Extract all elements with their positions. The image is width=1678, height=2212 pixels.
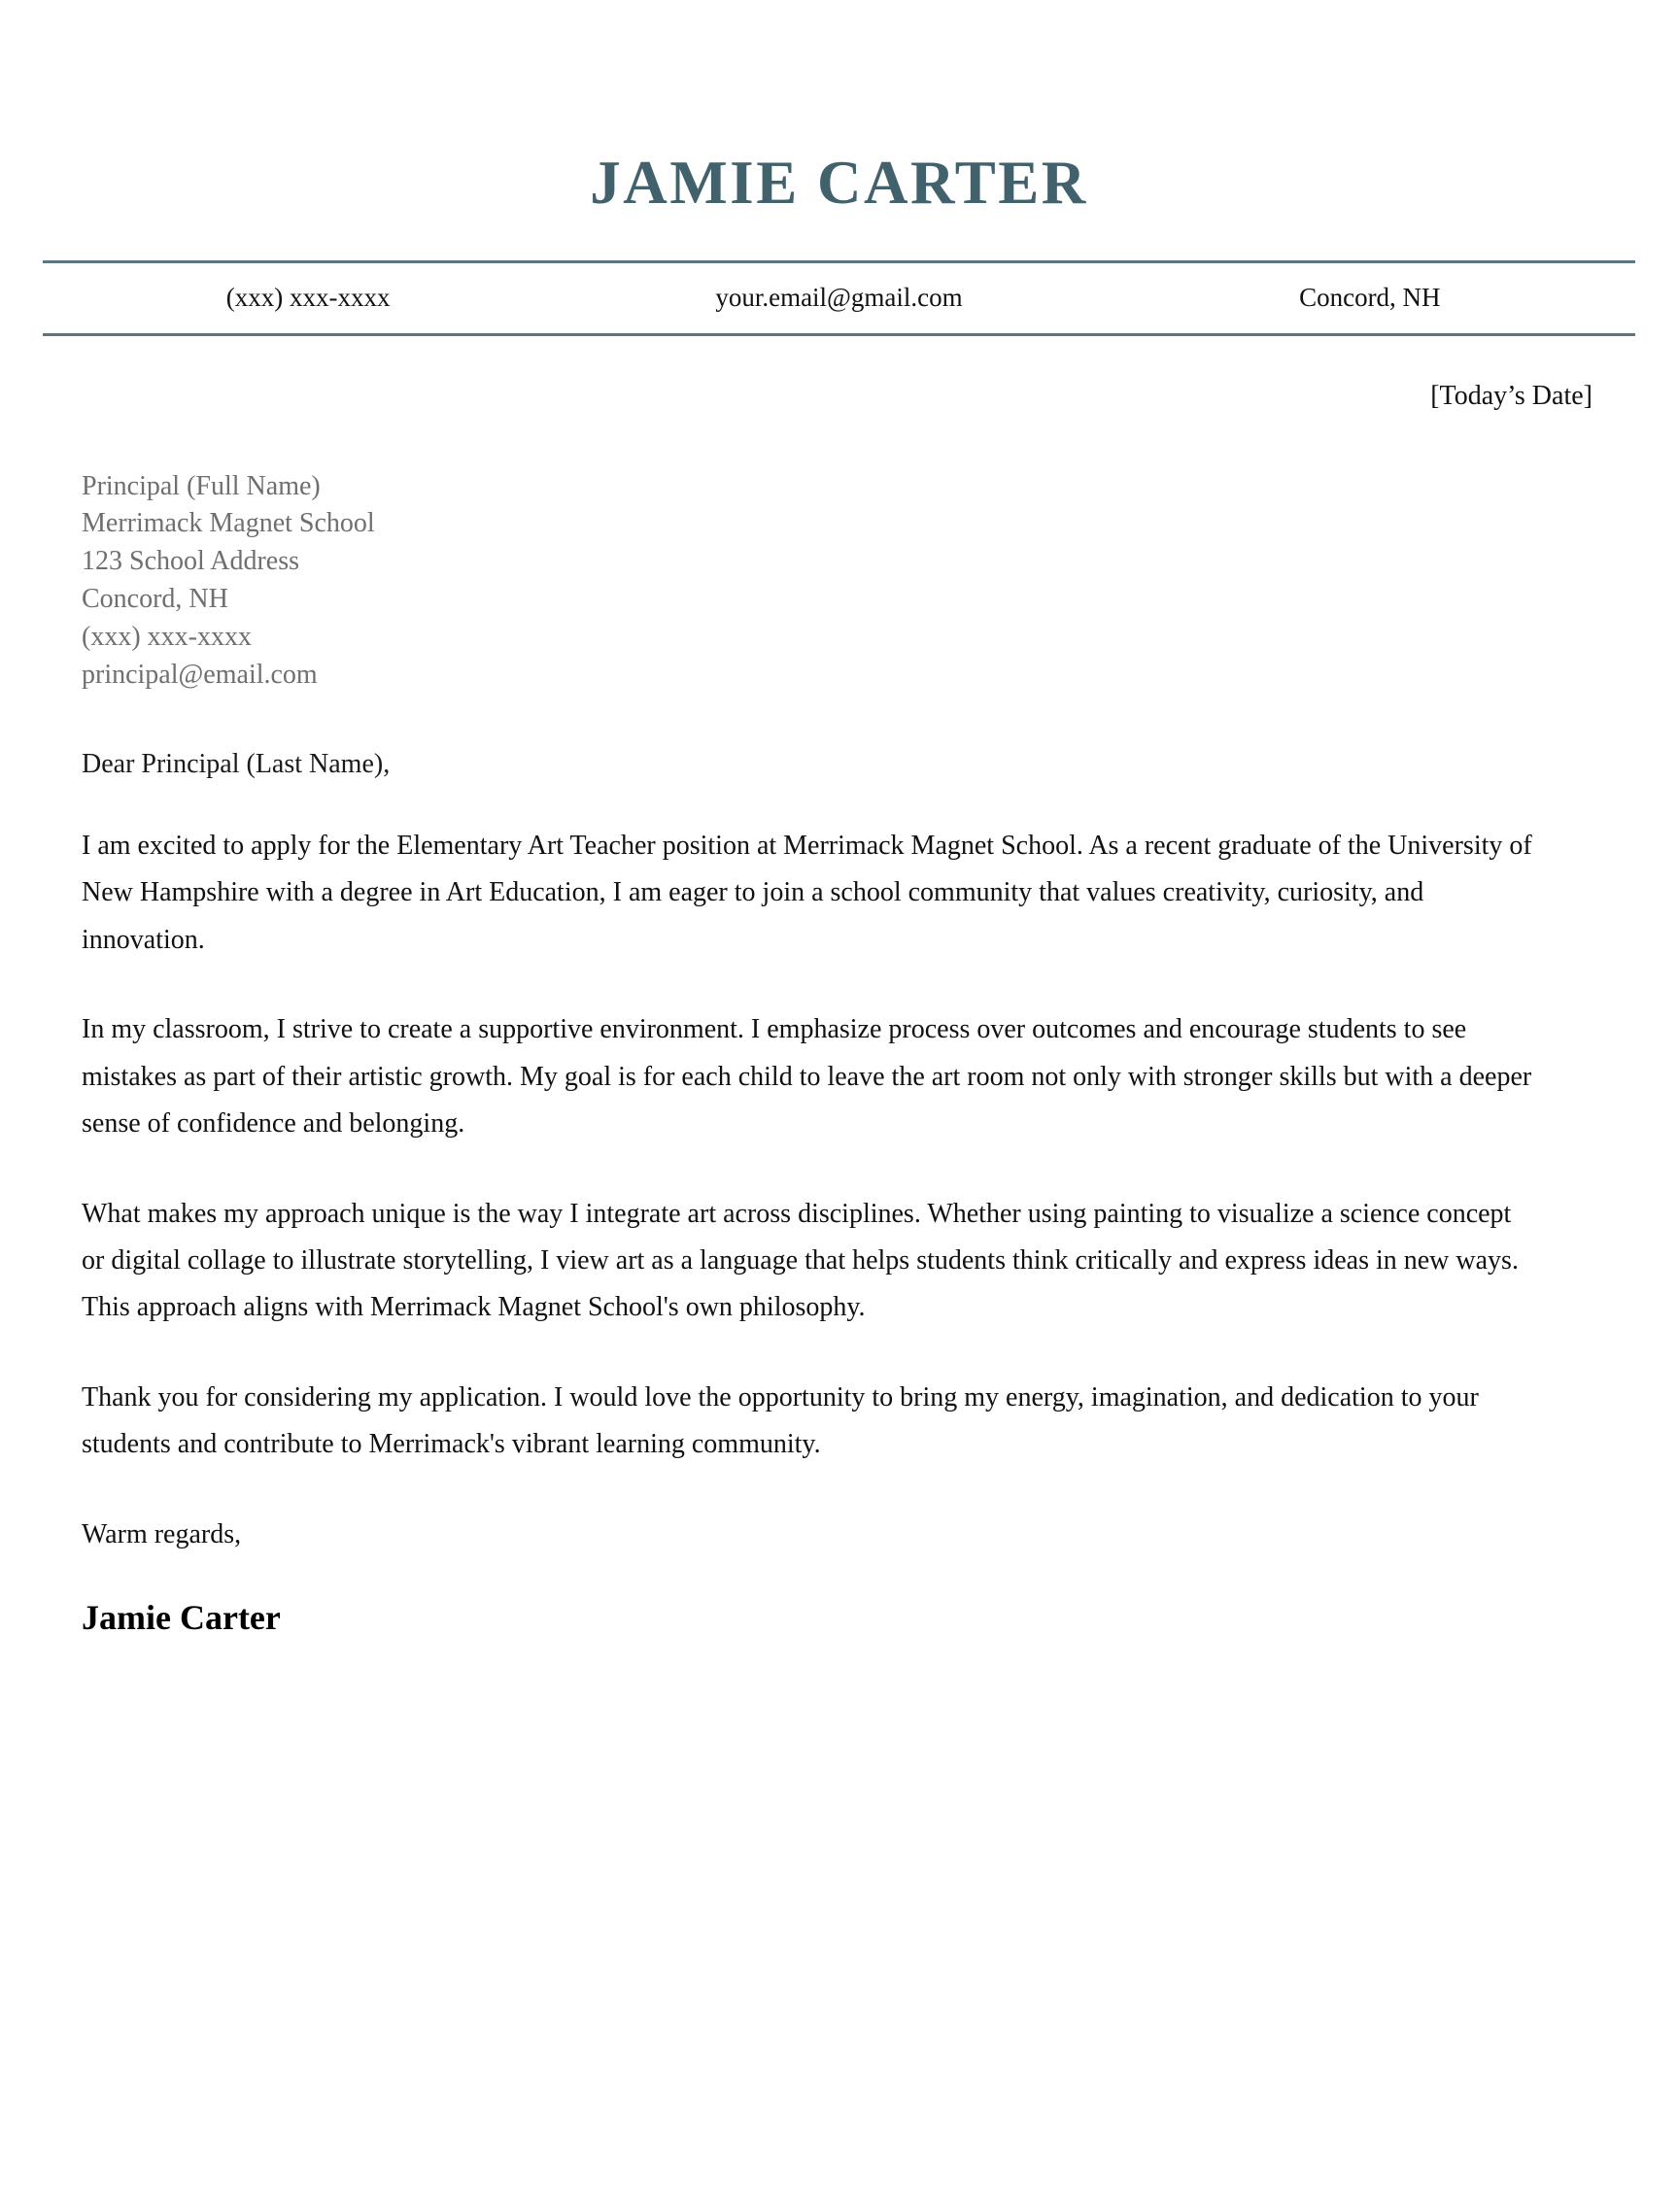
- recipient-line-city: Concord, NH: [82, 584, 228, 615]
- body-paragraph-4: Thank you for considering my application. I would love the opportunity to bring my energy, imagination, and dedication to your students and contribute to Merrimack's vibrant learning community.: [82, 1381, 1479, 1460]
- recipient-line-phone: (xxx) xxx-xxxx: [82, 622, 252, 653]
- header-divider-bottom: [43, 333, 1635, 336]
- contact-phone: (xxx) xxx-xxxx: [225, 283, 391, 312]
- body-paragraph-2: In my classroom, I strive to create a supportive environment. I emphasize process over outcomes and encourage students to see mistakes as part of their artistic growth. My goal is for each child to leave the art room not only with stronger skills but with a deeper sense of confidence and belonging.: [82, 1014, 1532, 1140]
- cover-letter-page: [0, 41, 1678, 2212]
- body-paragraph-3: What makes my approach unique is the way I integrate art across disciplines. Whether using painting to visualize a science concept or digital collage to illustrate storytelling, I view art as a language that helps students think critically and express ideas in new ways. This approach aligns with Merrimack Magnet School's own philosophy.: [82, 1198, 1519, 1323]
- letter-body: [43, 381, 1635, 1638]
- letter-date: [Today’s Date]: [1430, 380, 1592, 411]
- signature-name: Jamie Carter: [82, 1597, 281, 1637]
- body-paragraph-1: I am excited to apply for the Elementary Art Teacher position at Merrimack Magnet School. As a recent graduate of the University of New Hampshire with a degree in Art Education, I am eager to join a school community that values creativity, curiosity, and innovation.: [82, 830, 1532, 955]
- salutation: Dear Principal (Last Name),: [82, 748, 391, 779]
- recipient-line-name: Principal (Full Name): [82, 470, 321, 501]
- recipient-line-email: principal@email.com: [82, 660, 318, 691]
- contact-location: Concord, NH: [1299, 283, 1441, 312]
- recipient-line-school: Merrimack Magnet School: [82, 508, 375, 539]
- contact-row: [43, 263, 1635, 333]
- page-title: JAMIE CARTER: [590, 149, 1088, 218]
- closing-line: Warm regards,: [82, 1518, 242, 1549]
- recipient-block: [82, 468, 1596, 695]
- contact-email: your.email@gmail.com: [715, 283, 963, 312]
- recipient-line-street: 123 School Address: [82, 546, 299, 577]
